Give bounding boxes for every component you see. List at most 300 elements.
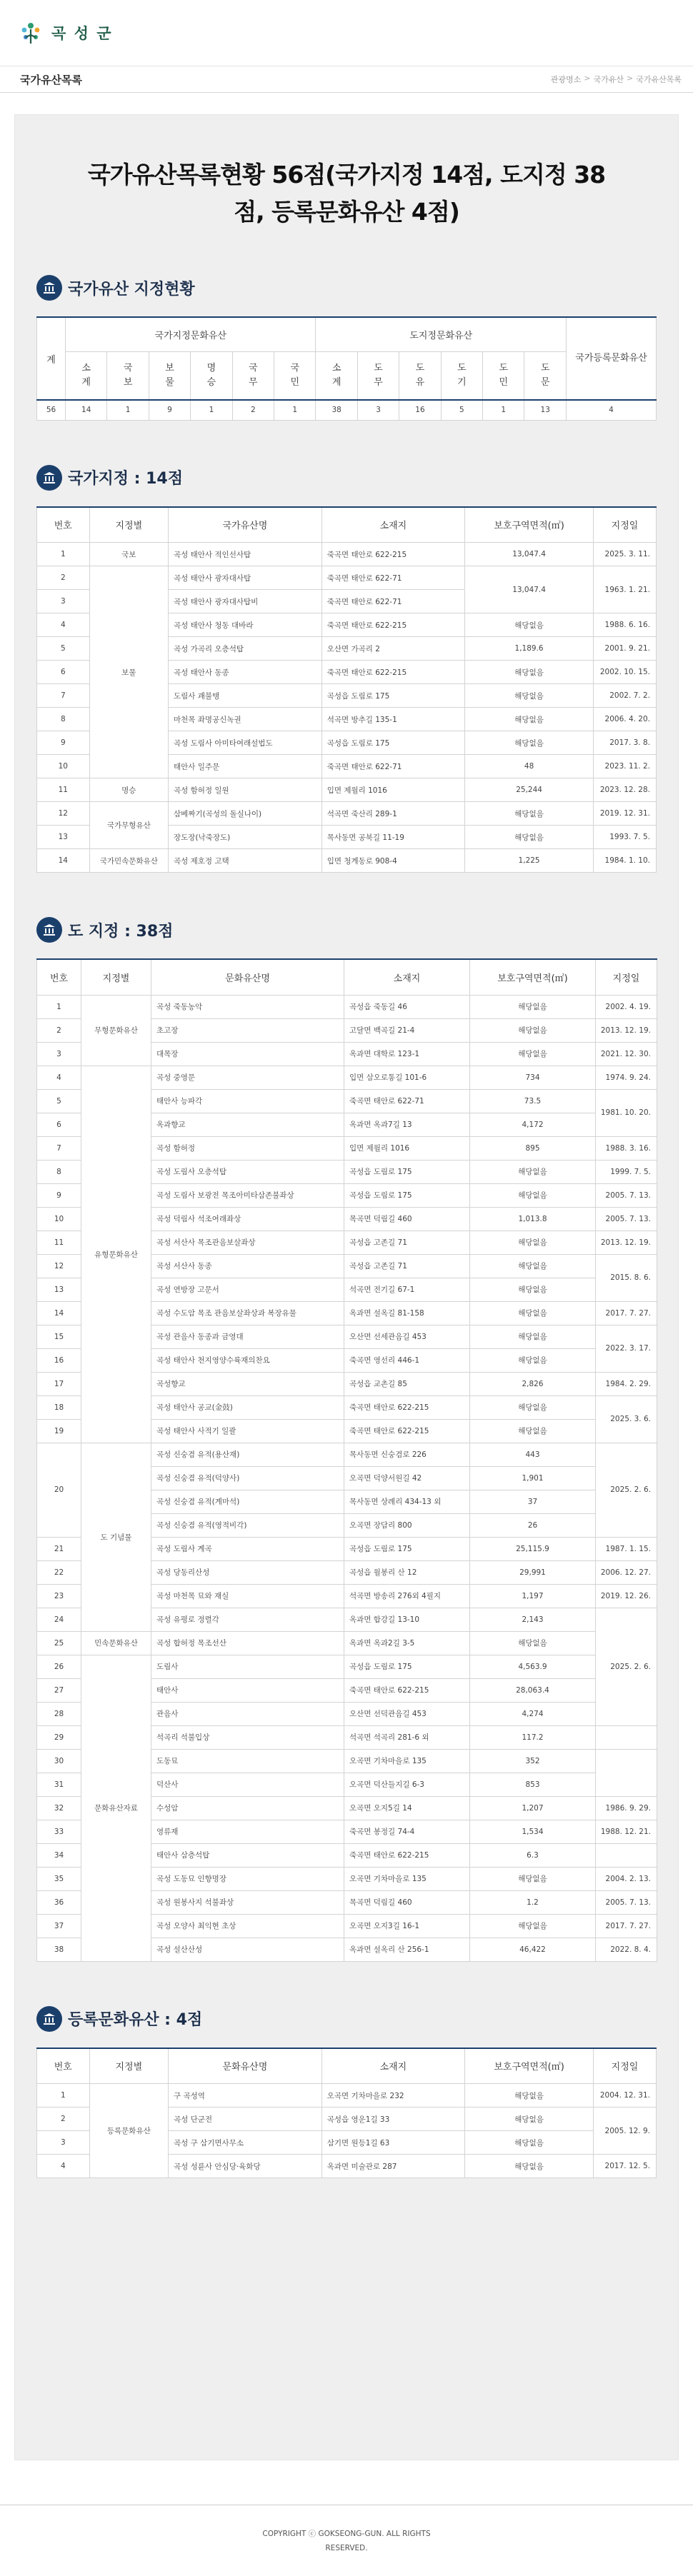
cell-date: 2025. 2. 6. [596, 1608, 657, 1725]
cell-heritage-name: 곡성 태안사 공교(金鼓) [151, 1395, 344, 1419]
cell-heritage-name: 영류재 [151, 1820, 344, 1843]
breadcrumb [551, 74, 682, 85]
cell-number: 20 [37, 1443, 81, 1537]
cell-date: 1984. 1. 10. [594, 849, 657, 873]
section-title: 국가유산 지정현황 [68, 280, 195, 299]
col-header: 보호구역면적(㎡) [470, 959, 596, 995]
cell-location: 곡성읍 도림로 175 [321, 731, 464, 755]
cell-area: 1,207 [470, 1796, 596, 1820]
cell-area: 해당없음 [470, 1419, 596, 1443]
cell-area: 해당없음 [470, 1395, 596, 1419]
cell-number: 12 [37, 802, 90, 826]
cell-category: 도 기념물 [81, 1443, 151, 1631]
sub-col-header: 명 승 [191, 351, 232, 400]
cell-date: 1986. 9. 29. [596, 1796, 657, 1820]
cell-number: 31 [37, 1773, 81, 1796]
cell-number: 25 [37, 1631, 81, 1655]
table-row [37, 802, 657, 826]
cell-number: 1 [37, 995, 81, 1018]
cell-category: 무형문화유산 [81, 995, 151, 1066]
cell-category: 명승 [89, 778, 168, 802]
cell-date [596, 1843, 657, 1867]
cell-category: 국가무형유산 [89, 802, 168, 849]
summary-value: 14 [66, 400, 107, 420]
cell-area: 443 [470, 1443, 596, 1466]
cell-area: 해당없음 [470, 1867, 596, 1890]
cell-heritage-name: 곡성 단군전 [169, 2108, 322, 2131]
section-heading-registered [36, 2006, 657, 2032]
cell-category: 유형문화유산 [81, 1066, 151, 1443]
cell-number: 1 [37, 543, 90, 566]
summary-value: 1 [191, 400, 232, 420]
cell-area: 352 [470, 1749, 596, 1773]
cell-heritage-name: 곡성 신숭겸 유적(계마석) [151, 1490, 344, 1513]
cell-number: 14 [37, 1301, 81, 1325]
section-title: 도 지정 : 38점 [68, 922, 174, 941]
cell-heritage-name: 도림사 괘불탱 [169, 684, 322, 708]
cell-heritage-name: 태안사 [151, 1678, 344, 1702]
cell-heritage-name: 곡성 마천목 묘와 재실 [151, 1584, 344, 1608]
cell-date: 2017. 12. 5. [594, 2155, 657, 2178]
cell-number: 18 [37, 1395, 81, 1419]
cell-location: 삼기면 원등1길 63 [321, 2131, 464, 2155]
cell-heritage-name: 덕산사 [151, 1773, 344, 1796]
col-header: 지정별 [89, 507, 168, 543]
section-title: 국가지정 : 14점 [68, 470, 183, 488]
sub-col-header: 도 무 [357, 351, 399, 400]
summary-value: 38 [316, 400, 357, 420]
cell-heritage-name: 장도장(낙죽장도) [169, 826, 322, 849]
summary-table [36, 316, 657, 421]
cell-date: 2023. 12. 28. [594, 778, 657, 802]
cell-date: 2006. 4. 20. [594, 708, 657, 731]
cell-date: 1988. 3. 16. [596, 1136, 657, 1160]
cell-area: 해당없음 [465, 613, 594, 637]
cell-location: 곡성읍 교촌길 85 [344, 1372, 470, 1395]
cell-date: 2017. 7. 27. [596, 1914, 657, 1938]
cell-date: 2022. 3. 17. [596, 1325, 657, 1372]
cell-number: 3 [37, 1042, 81, 1066]
site-header [0, 0, 693, 66]
cell-location: 오곡면 기차마을로 135 [344, 1867, 470, 1890]
col-header: 문화유산명 [151, 959, 344, 995]
cell-area: 1,901 [470, 1466, 596, 1490]
cell-area: 해당없음 [470, 1254, 596, 1278]
cell-number: 5 [37, 1089, 81, 1113]
cell-heritage-name: 곡성 덕림사 석조여래좌상 [151, 1207, 344, 1231]
cell-number: 29 [37, 1725, 81, 1749]
cell-heritage-name: 곡성 도림사 아미타여래설법도 [169, 731, 322, 755]
cell-date: 1987. 1. 15. [596, 1537, 657, 1560]
cell-date: 2025. 3. 6. [596, 1395, 657, 1443]
cell-number: 23 [37, 1584, 81, 1608]
cell-area: 73.5 [470, 1089, 596, 1113]
cell-heritage-name: 곡성 중영문 [151, 1066, 344, 1089]
table-row [37, 1443, 657, 1466]
national-table [36, 506, 657, 873]
cell-area: 1,225 [465, 849, 594, 873]
cell-area: 29,991 [470, 1560, 596, 1584]
cell-area: 853 [470, 1773, 596, 1796]
cell-heritage-name: 관음사 [151, 1702, 344, 1725]
cell-number: 7 [37, 684, 90, 708]
cell-heritage-name: 곡성 제호정 고택 [169, 849, 322, 873]
cell-number: 36 [37, 1890, 81, 1914]
cell-number: 13 [37, 826, 90, 849]
cell-date: 2013. 12. 19. [596, 1231, 657, 1254]
cell-location: 오곡면 덕산들지길 6-3 [344, 1773, 470, 1796]
cell-location: 고달면 백곡길 21-4 [344, 1018, 470, 1042]
cell-heritage-name: 석곡리 석불입상 [151, 1725, 344, 1749]
cell-location: 죽곡면 영선리 446-1 [344, 1348, 470, 1372]
cell-area: 해당없음 [470, 1301, 596, 1325]
cell-number: 2 [37, 566, 90, 590]
cell-location: 죽곡면 태안로 622-71 [344, 1089, 470, 1113]
cell-heritage-name: 곡성 연방장 고문서 [151, 1278, 344, 1301]
cell-heritage-name: 곡성 수도암 목조 관음보살좌상과 복장유물 [151, 1301, 344, 1325]
cell-date: 1981. 10. 20. [596, 1089, 657, 1136]
summary-value: 9 [149, 400, 190, 420]
cell-location: 곡성읍 도림로 175 [321, 684, 464, 708]
cell-area: 1,189.6 [465, 637, 594, 661]
cell-number: 2 [37, 2108, 90, 2131]
summary-value: 13 [524, 400, 567, 420]
col-header: 보호구역면적(㎡) [465, 2048, 594, 2084]
chevron-right-icon: > [627, 74, 634, 83]
cell-heritage-name: 곡성 유평로 정렬각 [151, 1608, 344, 1631]
col-header: 국가유산명 [169, 507, 322, 543]
cell-number: 4 [37, 2155, 90, 2178]
table-row [37, 778, 657, 802]
cell-location: 곡성읍 고존길 71 [344, 1231, 470, 1254]
page-title: 국가유산목록 [20, 73, 82, 86]
section-heading-summary [36, 275, 657, 301]
cell-number: 32 [37, 1796, 81, 1820]
cell-area: 25,115.9 [470, 1537, 596, 1560]
cell-date: 2006. 12. 27. [596, 1560, 657, 1584]
cell-area: 해당없음 [465, 2155, 594, 2178]
cell-area: 4,172 [470, 1113, 596, 1136]
cell-location: 죽곡면 태안로 622-215 [344, 1843, 470, 1867]
cell-date [596, 1725, 657, 1749]
cell-number: 9 [37, 731, 90, 755]
cell-number: 7 [37, 1136, 81, 1160]
summary-value: 1 [483, 400, 524, 420]
cell-location: 석곡면 죽산리 289-1 [321, 802, 464, 826]
cell-location: 목곡면 덕림길 460 [344, 1890, 470, 1914]
cell-heritage-name: 곡성 원봉사지 석불좌상 [151, 1890, 344, 1914]
cell-heritage-name: 곡성 합허정 목조선산 [151, 1631, 344, 1655]
cell-heritage-name: 곡성 태안사 청동 대바라 [169, 613, 322, 637]
site-footer [0, 2505, 693, 2576]
cell-number: 14 [37, 849, 90, 873]
col-header: 번호 [37, 2048, 90, 2084]
cell-area: 895 [470, 1136, 596, 1160]
cell-location: 오곡면 장담리 800 [344, 1513, 470, 1537]
cell-number: 9 [37, 1183, 81, 1207]
summary-value: 3 [357, 400, 399, 420]
cell-date: 2002. 7. 2. [594, 684, 657, 708]
cell-area: 해당없음 [465, 661, 594, 684]
cell-area: 117.2 [470, 1725, 596, 1749]
cell-number: 35 [37, 1867, 81, 1890]
sub-col-header: 도 유 [399, 351, 441, 400]
cell-category: 등록문화유산 [89, 2084, 168, 2178]
breadcrumb-item[interactable]: 관광명소 [550, 75, 582, 84]
sub-col-header: 보 물 [149, 351, 190, 400]
table-row [37, 1631, 657, 1655]
summary-value: 1 [107, 400, 149, 420]
cell-number: 17 [37, 1372, 81, 1395]
cell-heritage-name: 옥과향교 [151, 1113, 344, 1136]
summary-value: 4 [567, 400, 657, 420]
cell-location: 옥과면 설옥길 81-158 [344, 1301, 470, 1325]
cell-number: 6 [37, 661, 90, 684]
cell-area: 4,274 [470, 1702, 596, 1725]
cell-number: 3 [37, 590, 90, 613]
cell-heritage-name: 곡성 함허정 일원 [169, 778, 322, 802]
cell-location: 입면 제월리 1016 [321, 778, 464, 802]
cell-heritage-name: 구 곡성역 [169, 2084, 322, 2108]
col-header: 소재지 [321, 2048, 464, 2084]
cell-date: 2005. 7. 13. [596, 1890, 657, 1914]
cell-number: 30 [37, 1749, 81, 1773]
cell-heritage-name: 곡성 설산산성 [151, 1938, 344, 1961]
table-row [37, 849, 657, 873]
cell-number: 27 [37, 1678, 81, 1702]
cell-location: 석곡면 석곡리 281-6 외 [344, 1725, 470, 1749]
cell-area: 해당없음 [465, 731, 594, 755]
cell-location: 오산면 선세관음길 453 [344, 1325, 470, 1348]
cell-heritage-name: 곡성 신숭겸 유적(영적비각) [151, 1513, 344, 1537]
cell-location: 곡성읍 죽동길 46 [344, 995, 470, 1018]
cell-area: 2,826 [470, 1372, 596, 1395]
cell-location: 죽곡면 태안로 622-215 [321, 613, 464, 637]
cell-location: 곡성읍 고존길 71 [344, 1254, 470, 1278]
cell-number: 5 [37, 637, 90, 661]
cell-number: 28 [37, 1702, 81, 1725]
cell-date: 1993. 7. 5. [594, 826, 657, 849]
cell-date: 2005. 7. 13. [596, 1183, 657, 1207]
cell-area: 46,422 [470, 1938, 596, 1961]
cell-heritage-name: 곡성 구 삼기면사무소 [169, 2131, 322, 2155]
cell-heritage-name: 곡성 서산사 목조관음보살좌상 [151, 1231, 344, 1254]
sub-col-header: 소 계 [316, 351, 357, 400]
cell-area: 13,047.4 [465, 543, 594, 566]
cell-heritage-name: 곡성 죽동농악 [151, 995, 344, 1018]
cell-date: 2023. 11. 2. [594, 755, 657, 778]
cell-heritage-name: 마천목 좌명공신녹권 [169, 708, 322, 731]
cell-category: 국보 [89, 543, 168, 566]
col-header: 도지정문화유산 [316, 317, 567, 351]
summary-value: 1 [274, 400, 316, 420]
cell-location: 곡성읍 도림로 175 [344, 1537, 470, 1560]
cell-heritage-name: 곡성 도림사 계곡 [151, 1537, 344, 1560]
page-title-bar [0, 66, 693, 93]
summary-value: 5 [441, 400, 482, 420]
cell-number: 1 [37, 2084, 90, 2108]
cell-number: 24 [37, 1608, 81, 1631]
cell-heritage-name: 곡성 성륜사 안심당·육화당 [169, 2155, 322, 2178]
content-panel [14, 114, 679, 2460]
cell-heritage-name: 곡성 도림사 보광전 목조아미타삼존불좌상 [151, 1183, 344, 1207]
cell-location: 죽곡면 태안로 622-215 [321, 661, 464, 684]
cell-location: 죽곡면 태안로 622-215 [344, 1419, 470, 1443]
cell-number: 11 [37, 1231, 81, 1254]
cell-location: 곡성읍 도림로 175 [344, 1183, 470, 1207]
cell-area: 26 [470, 1513, 596, 1537]
cell-heritage-name: 곡성 태안사 광자대사탑 [169, 566, 322, 590]
cell-area: 해당없음 [470, 1018, 596, 1042]
cell-number: 34 [37, 1843, 81, 1867]
copyright-line: COPYRIGHT ⓒ GOKSEONG-GUN. ALL RIGHTS [262, 2529, 431, 2538]
cell-area: 해당없음 [465, 2131, 594, 2155]
cell-location: 옥과면 옥과2길 3-5 [344, 1631, 470, 1655]
cell-number: 19 [37, 1419, 81, 1443]
cell-area: 13,047.4 [465, 566, 594, 613]
col-header: 문화유산명 [169, 2048, 322, 2084]
cell-area: 해당없음 [470, 1042, 596, 1066]
sub-col-header: 국 민 [274, 351, 316, 400]
cell-number: 11 [37, 778, 90, 802]
col-header: 국가지정문화유산 [66, 317, 316, 351]
table-row [37, 1066, 657, 1089]
cell-location: 목사동면 상례리 434-13 외 [344, 1490, 470, 1513]
breadcrumb-item[interactable]: 국가유산 [593, 75, 624, 84]
cell-heritage-name: 곡성 태안사 사적기 일괄 [151, 1419, 344, 1443]
cell-area: 해당없음 [465, 2108, 594, 2131]
cell-date: 2022. 8. 4. [596, 1938, 657, 1961]
cell-date [596, 1749, 657, 1796]
cell-location: 곡성읍 월봉리 산 12 [344, 1560, 470, 1584]
cell-date: 2021. 12. 30. [596, 1042, 657, 1066]
cell-number: 38 [37, 1938, 81, 1961]
cell-location: 오산면 가곡리 2 [321, 637, 464, 661]
logo-text: 곡 성 군 [51, 25, 113, 42]
cell-heritage-name: 곡성 서산사 동종 [151, 1254, 344, 1278]
cell-heritage-name: 곡성 당동리산성 [151, 1560, 344, 1584]
cell-location: 목사동면 신숭겸로 226 [344, 1443, 470, 1466]
cell-date: 2025. 2. 6. [596, 1443, 657, 1537]
registered-table [36, 2048, 657, 2179]
cell-area: 해당없음 [470, 1183, 596, 1207]
section-title: 등록문화유산 : 4점 [68, 2011, 203, 2029]
cell-date: 2017. 7. 27. [596, 1301, 657, 1325]
cell-location: 석곡면 전기길 67-1 [344, 1278, 470, 1301]
col-header: 보호구역면적(㎡) [465, 507, 594, 543]
cell-heritage-name: 곡성 신숭겸 유적(용산재) [151, 1443, 344, 1466]
cell-number: 12 [37, 1254, 81, 1278]
col-header: 국가등록문화유산 [567, 317, 657, 400]
cell-heritage-name: 곡성 도림사 오층석탑 [151, 1160, 344, 1183]
cell-location: 죽곡면 태안로 622-71 [321, 566, 464, 590]
cell-location: 석곡면 방추길 135-1 [321, 708, 464, 731]
cell-area: 2,143 [470, 1608, 596, 1631]
cell-heritage-name: 도동묘 [151, 1749, 344, 1773]
cell-number: 6 [37, 1113, 81, 1136]
cell-date: 2004. 12. 31. [594, 2084, 657, 2108]
cell-date: 1984. 2. 29. [596, 1372, 657, 1395]
chevron-right-icon: > [584, 74, 591, 83]
cell-area: 1,197 [470, 1584, 596, 1608]
cell-location: 옥과면 미술관로 287 [321, 2155, 464, 2178]
cell-area: 해당없음 [465, 2084, 594, 2108]
cell-date: 2017. 3. 8. [594, 731, 657, 755]
cell-heritage-name: 태안사 삼층석탑 [151, 1843, 344, 1867]
cell-location: 곡성읍 영운1길 33 [321, 2108, 464, 2131]
table-row [37, 995, 657, 1018]
cell-area: 1,013.8 [470, 1207, 596, 1231]
cell-heritage-name: 곡성 도동묘 인향명장 [151, 1867, 344, 1890]
cell-date: 2002. 4. 19. [596, 995, 657, 1018]
cell-location: 죽곡면 봉정길 74-4 [344, 1820, 470, 1843]
cell-number: 2 [37, 1018, 81, 1042]
sub-col-header: 소 계 [66, 351, 107, 400]
cell-location: 오곡면 오지5길 14 [344, 1796, 470, 1820]
cell-location: 죽곡면 태안로 622-215 [344, 1395, 470, 1419]
cell-location: 죽곡면 태안로 622-215 [321, 543, 464, 566]
cell-date: 2019. 12. 31. [594, 802, 657, 826]
cell-heritage-name: 초고장 [151, 1018, 344, 1042]
cell-number: 13 [37, 1278, 81, 1301]
cell-category: 문화유산자료 [81, 1655, 151, 1961]
cell-location: 오곡면 기차마을로 135 [344, 1749, 470, 1773]
summary-value: 56 [37, 400, 66, 420]
section-heading-provincial [36, 917, 657, 943]
cell-number: 8 [37, 1160, 81, 1183]
cell-location: 곡성읍 도림로 175 [344, 1655, 470, 1678]
cell-heritage-name: 곡성향교 [151, 1372, 344, 1395]
cell-area: 해당없음 [470, 1278, 596, 1301]
cell-category: 민속문화유산 [81, 1631, 151, 1655]
sub-col-header: 도 민 [483, 351, 524, 400]
cell-number: 26 [37, 1655, 81, 1678]
cell-date: 2013. 12. 19. [596, 1018, 657, 1042]
cell-date: 2002. 10. 15. [594, 661, 657, 684]
cell-location: 옥과면 대학로 123-1 [344, 1042, 470, 1066]
cell-number: 16 [37, 1348, 81, 1372]
cell-date: 2015. 8. 6. [596, 1254, 657, 1301]
summary-value: 2 [232, 400, 274, 420]
cell-number: 10 [37, 755, 90, 778]
col-header: 지정일 [594, 507, 657, 543]
cell-location: 입면 제월리 1016 [344, 1136, 470, 1160]
cell-heritage-name: 곡성 오양사 최익현 초상 [151, 1914, 344, 1938]
cell-area: 4,563.9 [470, 1655, 596, 1678]
cell-heritage-name: 삼베짜기(곡성의 돌실나이) [169, 802, 322, 826]
col-header: 지정일 [594, 2048, 657, 2084]
site-logo[interactable] [19, 21, 112, 45]
cell-location: 오곡면 오지3길 16-1 [344, 1914, 470, 1938]
cell-heritage-name: 도림사 [151, 1655, 344, 1678]
breadcrumb-item[interactable]: 국가유산목록 [636, 75, 682, 84]
sub-col-header: 국 보 [107, 351, 149, 400]
cell-area: 1,534 [470, 1820, 596, 1843]
cell-date: 1999. 7. 5. [596, 1160, 657, 1183]
cell-area: 734 [470, 1066, 596, 1089]
cell-area: 해당없음 [470, 1348, 596, 1372]
cell-number: 4 [37, 613, 90, 637]
cell-area: 해당없음 [470, 995, 596, 1018]
landmark-icon [36, 2006, 62, 2032]
cell-area: 해당없음 [465, 802, 594, 826]
sub-col-header: 도 기 [441, 351, 482, 400]
copyright-line: RESERVED. [325, 2543, 368, 2552]
cell-heritage-name: 곡성 태안사 적인선사탑 [169, 543, 322, 566]
cell-area: 해당없음 [470, 1231, 596, 1254]
cell-location: 석곡면 방송리 276외 4필지 [344, 1584, 470, 1608]
cell-date: 2004. 2. 13. [596, 1867, 657, 1890]
